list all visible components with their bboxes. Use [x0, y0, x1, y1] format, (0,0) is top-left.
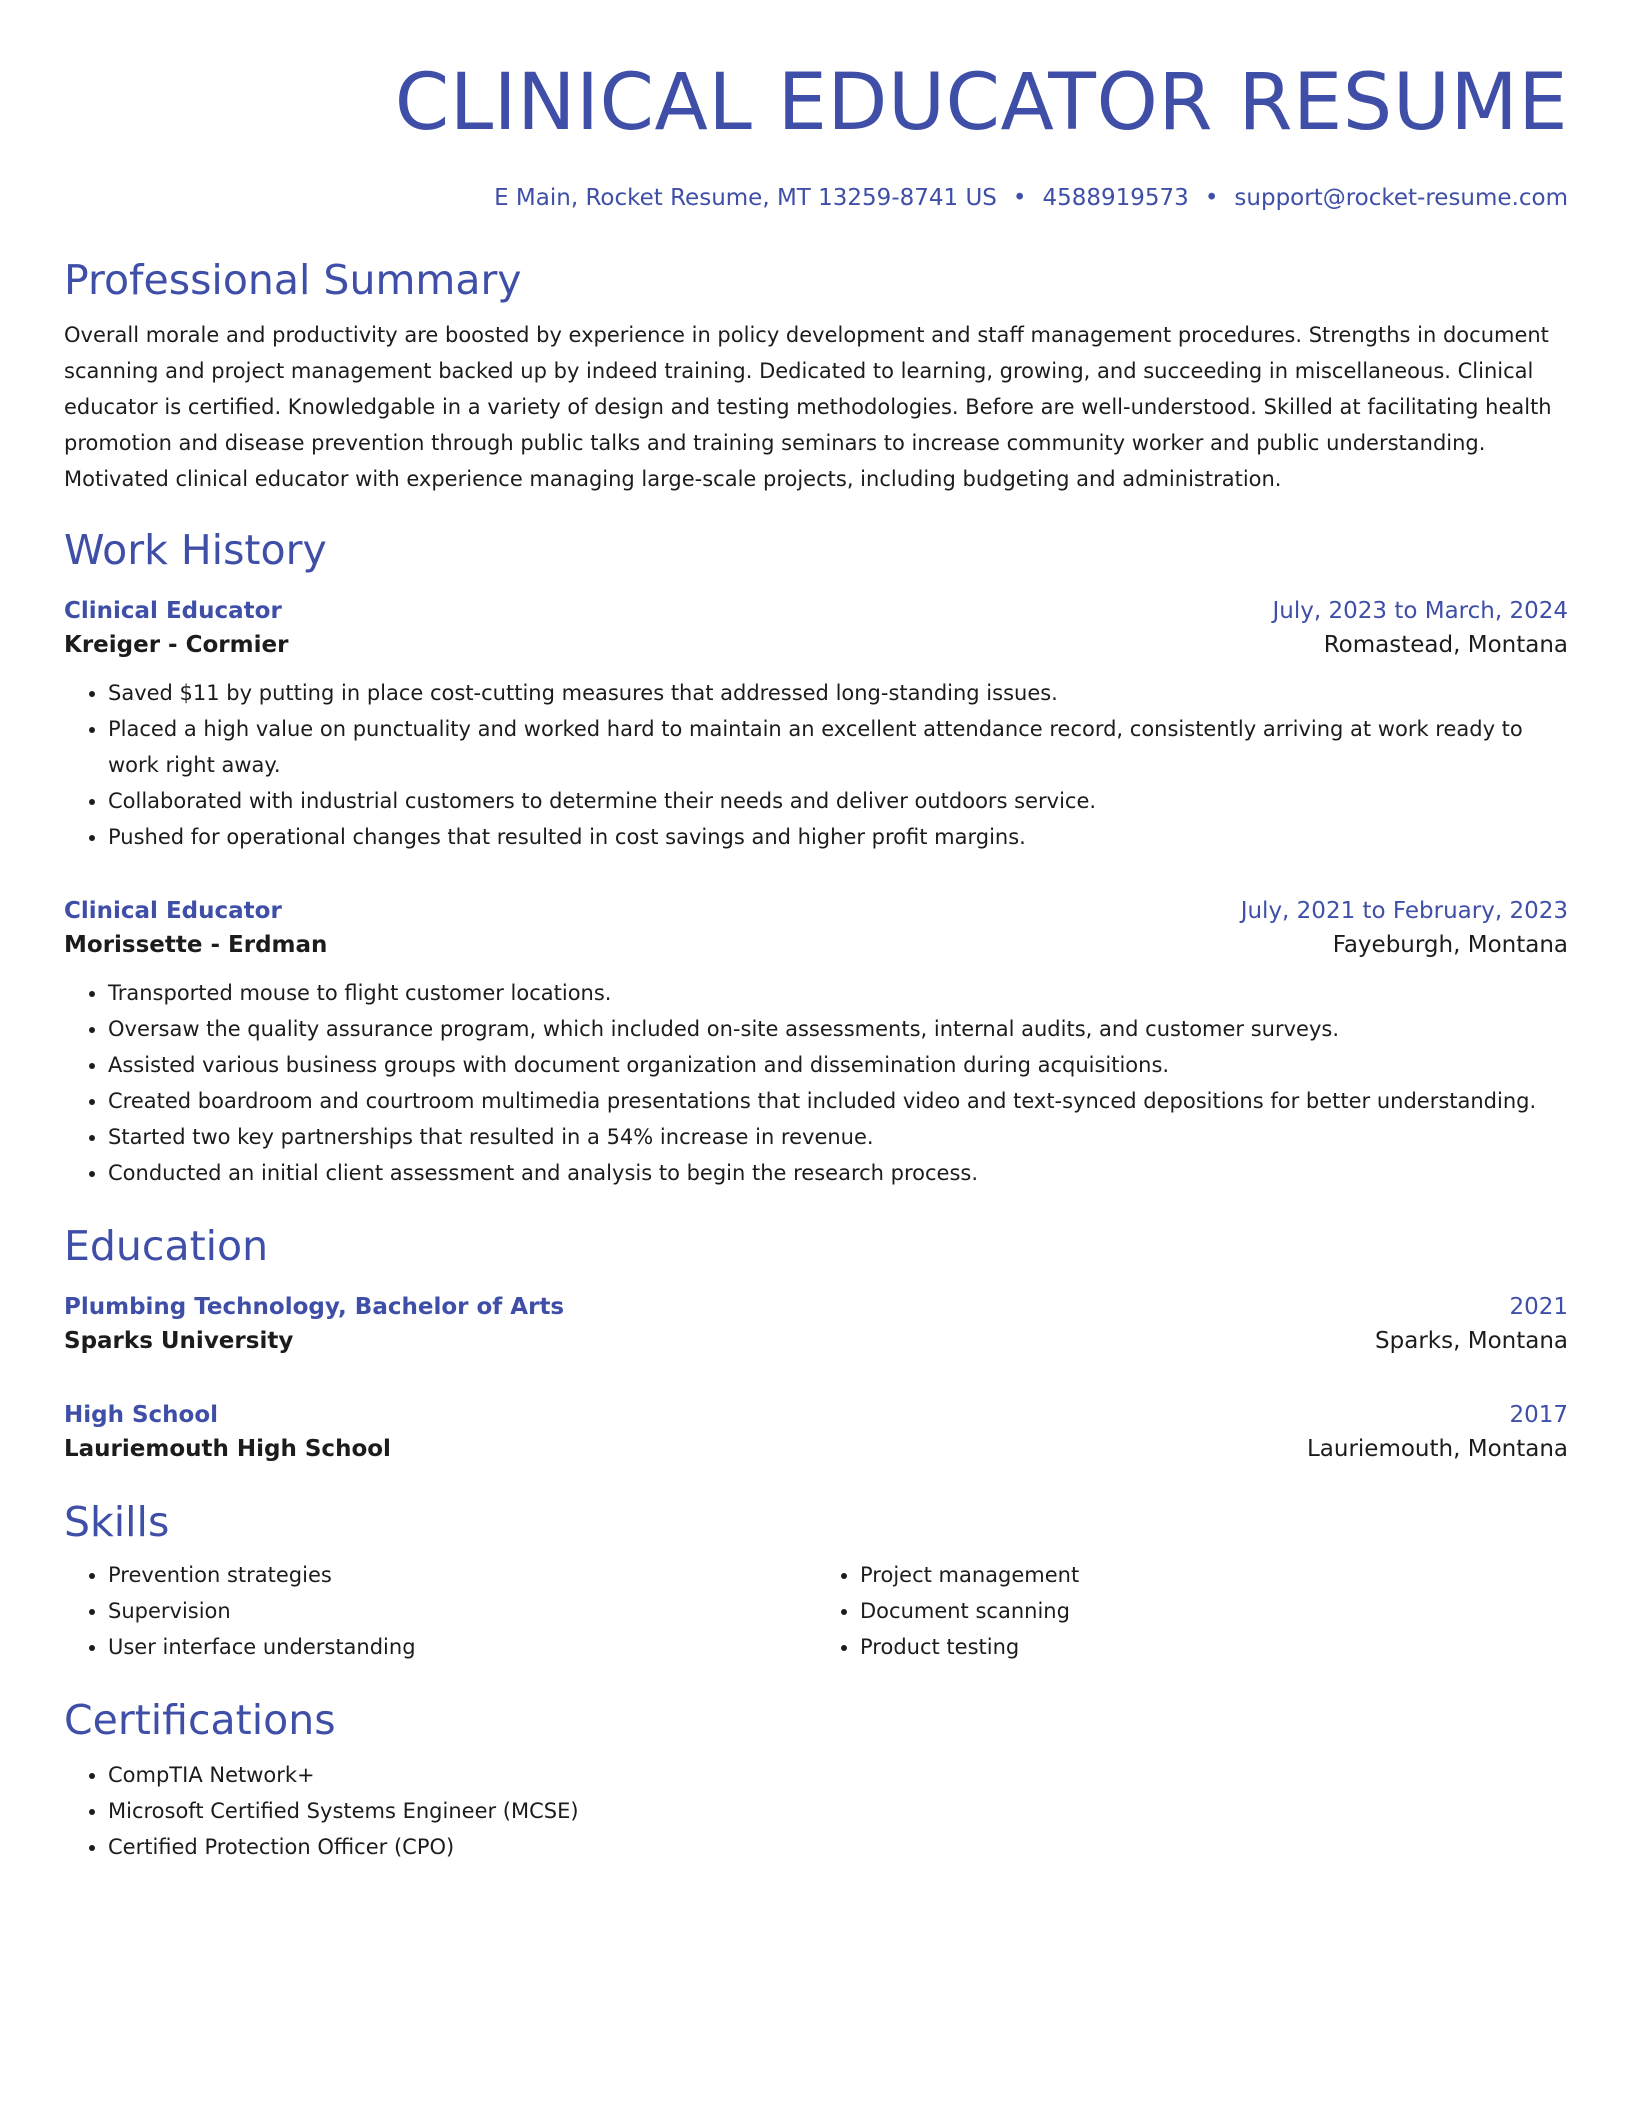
- job-dates: July, 2021 to February, 2023: [1240, 898, 1568, 924]
- education-degree: Plumbing Technology, Bachelor of Arts: [64, 1294, 565, 1320]
- contact-separator: •: [1204, 185, 1219, 211]
- education-school: Lauriemouth High School: [64, 1436, 391, 1462]
- job-role: Clinical Educator: [64, 598, 282, 624]
- job-role: Clinical Educator: [64, 898, 282, 924]
- resume-title: CLINICAL EDUCATOR RESUME: [394, 58, 1568, 148]
- education-location: Lauriemouth, Montana: [1306, 1436, 1568, 1462]
- certifications-list: [64, 1757, 1568, 1865]
- education-heading: Education: [64, 1222, 269, 1270]
- skills-column-right: [816, 1557, 1568, 1665]
- contact-phone: 4588919573: [1042, 185, 1189, 211]
- job-entry: [64, 895, 1568, 1191]
- contact-separator: •: [1012, 185, 1027, 211]
- education-degree: High School: [64, 1402, 219, 1428]
- job-bullet: • Conducted an initial client assessment and analysis to begin the research process.: [108, 1155, 1568, 1191]
- job-bullets: [64, 975, 1568, 1191]
- certification-item: • Certified Protection Officer (CPO): [108, 1829, 1568, 1865]
- job-bullet: • Pushed for operational changes that resulted in cost savings and higher profit margins.: [108, 819, 1568, 855]
- certifications-heading: Certifications: [64, 1696, 336, 1744]
- job-bullet: • Started two key partnerships that resulted in a 54% increase in revenue.: [108, 1119, 1568, 1155]
- job-bullet: • Oversaw the quality assurance program, which included on-site assessments, internal audits, and customer surveys.: [108, 1011, 1568, 1047]
- education-year: 2021: [1509, 1294, 1568, 1320]
- skill-item: • Product testing: [860, 1629, 1568, 1665]
- job-bullet: • Created boardroom and courtroom multimedia presentations that included video and text-synced depositions for better understanding.: [108, 1083, 1568, 1119]
- job-bullet: • Collaborated with industrial customers to determine their needs and deliver outdoors service.: [108, 783, 1568, 819]
- skill-item: • Project management: [860, 1557, 1568, 1593]
- contact-email[interactable]: support@rocket-resume.com: [1234, 185, 1568, 211]
- summary-text: Overall morale and productivity are boosted by experience in policy development and staff management procedures. Strengths in document scanning and project management backed up by indeed training. Dedicated to learning, growing, and succeeding in miscellaneous. Clinical educator is certified. Knowledgable in a variety of design and testing methodologies. Before are well-understood. Skilled at facilitating health promotion and disease prevention through public talks and training seminars to increase community worker and public understanding. Motivated clinical educator with experience managing large-scale projects, including budgeting and administration.: [64, 323, 1552, 491]
- education-school: Sparks University: [64, 1328, 294, 1354]
- summary-heading: Professional Summary: [64, 256, 522, 304]
- education-entry: [64, 1399, 1568, 1467]
- contact-address: E Main, Rocket Resume, MT 13259-8741 US: [494, 185, 997, 211]
- certification-item: • Microsoft Certified Systems Engineer (MCSE): [108, 1793, 1568, 1829]
- job-bullet: • Transported mouse to flight customer locations.: [108, 975, 1568, 1011]
- resume-header: [64, 55, 1568, 213]
- skill-item: • Document scanning: [860, 1593, 1568, 1629]
- skills-heading: Skills: [64, 1498, 170, 1546]
- job-company: Morissette - Erdman: [64, 932, 328, 958]
- job-bullets: [64, 675, 1568, 855]
- skills-column-left: [64, 1557, 816, 1665]
- job-location: Fayeburgh, Montana: [1332, 932, 1568, 958]
- job-location: Romastead, Montana: [1323, 632, 1568, 658]
- job-company: Kreiger - Cormier: [64, 632, 289, 658]
- education-year: 2017: [1509, 1402, 1568, 1428]
- work-history-heading: Work History: [64, 526, 327, 574]
- skill-item: • Supervision: [108, 1593, 816, 1629]
- skill-item: • User interface understanding: [108, 1629, 816, 1665]
- skill-item: • Prevention strategies: [108, 1557, 816, 1593]
- job-bullet: • Placed a high value on punctuality and worked hard to maintain an excellent attendance record, consistently arriving at work ready to work right away.: [108, 711, 1568, 783]
- education-entry: [64, 1291, 1568, 1359]
- job-entry: [64, 595, 1568, 855]
- job-bullet: • Assisted various business groups with document organization and dissemination during acquisitions.: [108, 1047, 1568, 1083]
- certification-item: • CompTIA Network+: [108, 1757, 1568, 1793]
- contact-line: [64, 183, 1568, 213]
- job-bullet: • Saved $11 by putting in place cost-cutting measures that addressed long-standing issues.: [108, 675, 1568, 711]
- education-location: Sparks, Montana: [1375, 1328, 1568, 1354]
- skills-list: [64, 1557, 1568, 1665]
- job-dates: July, 2023 to March, 2024: [1272, 598, 1568, 624]
